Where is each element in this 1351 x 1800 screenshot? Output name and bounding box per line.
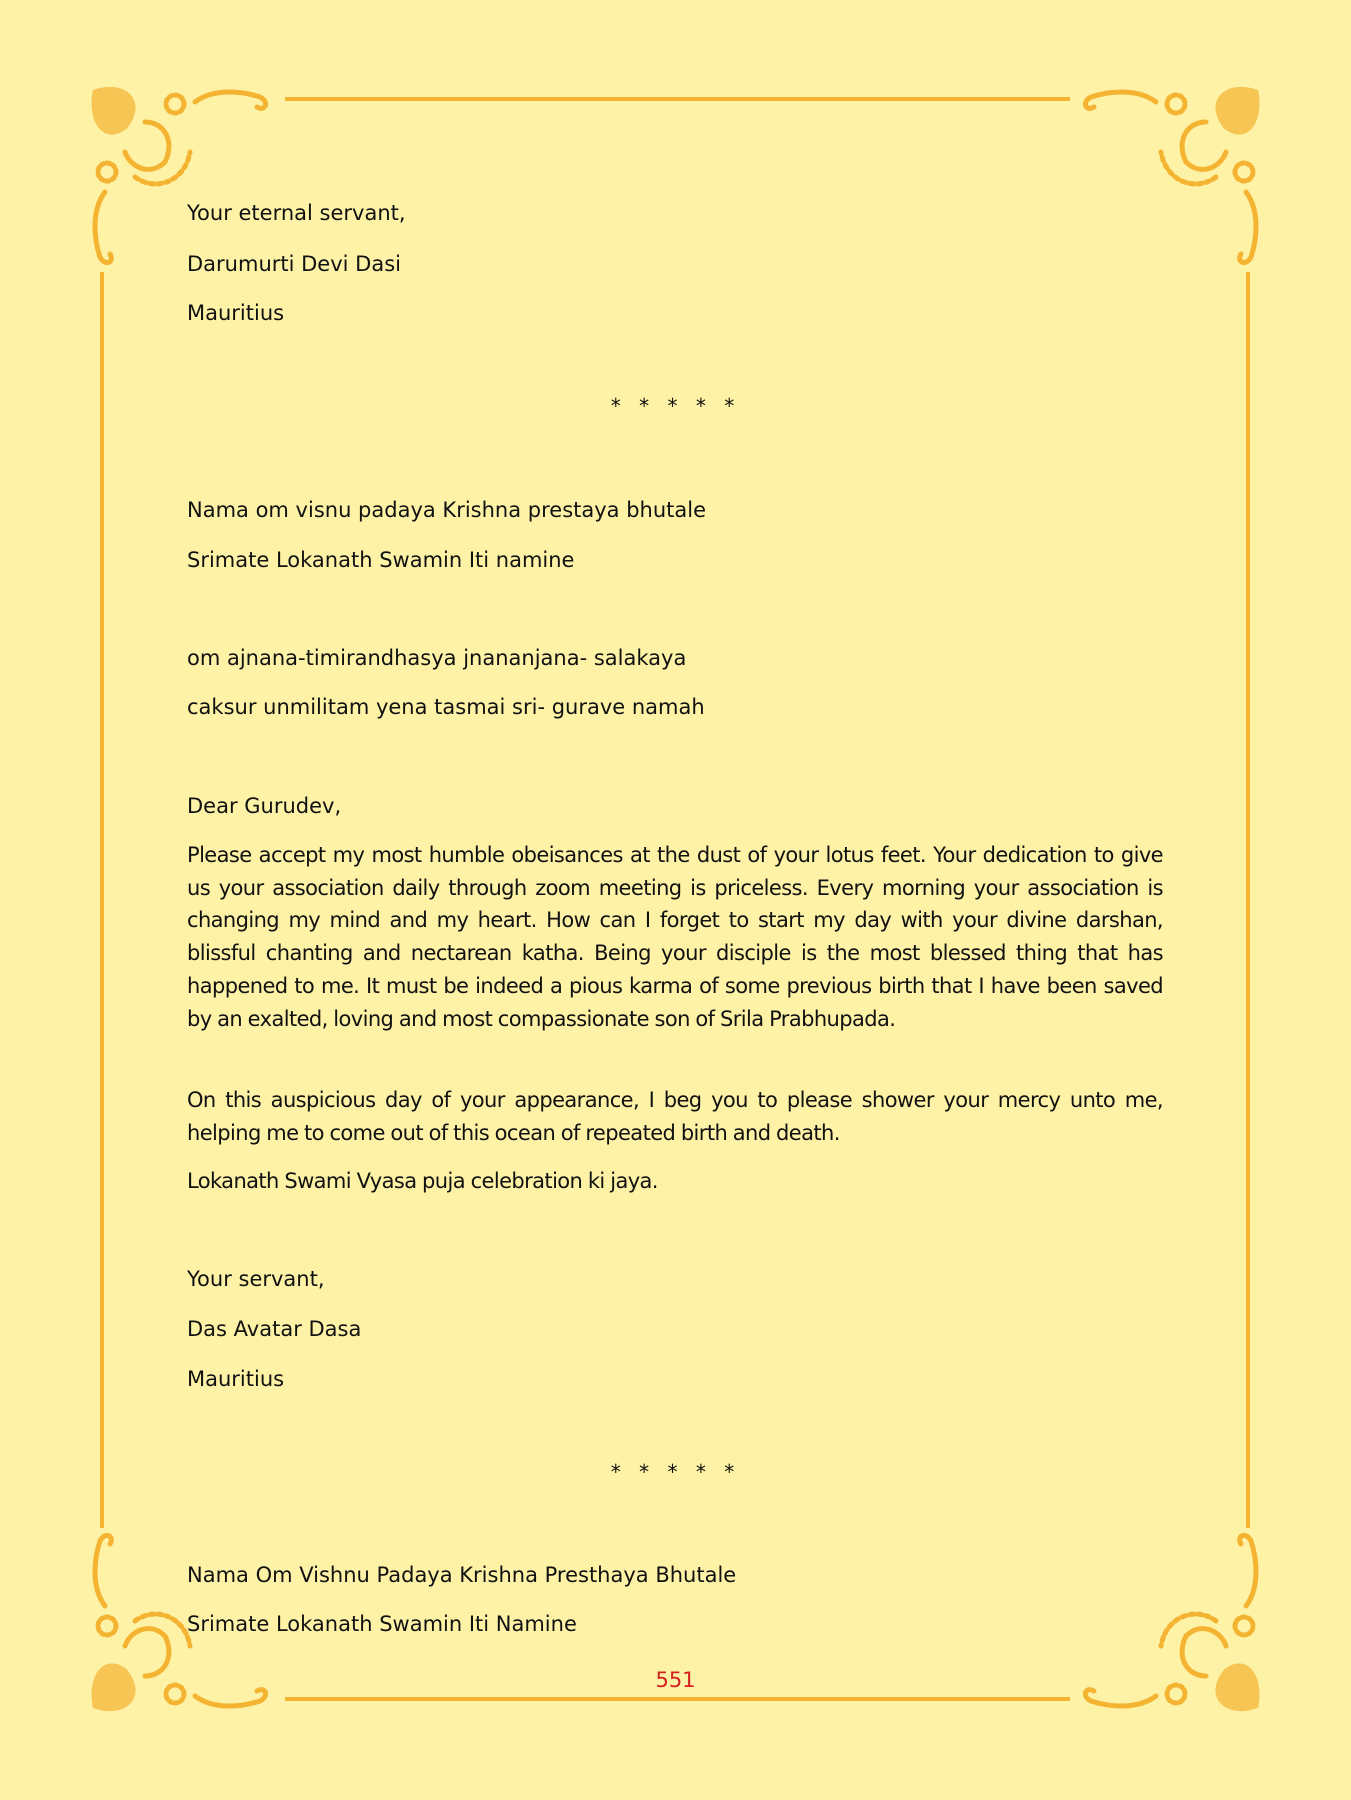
prayer-line: om ajnana-timirandhasya jnananjana- salakaya (187, 646, 687, 670)
prayer-line: Nama Om Vishnu Padaya Krishna Presthaya Bhutale (187, 1563, 737, 1587)
letter-paragraph: On this auspicious day of your appearance, I beg you to please shower your mercy unto me, helping me to come out of this ocean of repeated birth and death. (187, 1088, 1163, 1145)
signature-place: Mauritius (187, 1367, 285, 1391)
prayer-line: Srimate Lokanath Swamin Iti Namine (187, 1612, 577, 1636)
prayer-line: Nama om visnu padaya Krishna prestaya bhutale (187, 498, 707, 522)
section-separator: * * * * * (610, 394, 741, 418)
signature-closing: Your eternal servant, (187, 201, 406, 225)
signature-closing: Your servant, (187, 1267, 325, 1291)
border-bottom (285, 1697, 1070, 1701)
page-number: 551 (655, 1668, 696, 1692)
prayer-line: caksur unmilitam yena tasmai sri- gurave namah (187, 695, 705, 719)
corner-ornament-icon (1076, 82, 1266, 272)
signature-name: Das Avatar Dasa (187, 1317, 362, 1341)
corner-ornament-icon (85, 82, 275, 272)
border-left (100, 272, 104, 1528)
letter-paragraph: Lokanath Swami Vyasa puja celebration ki jaya. (187, 1169, 658, 1193)
letter-paragraph: Please accept my most humble obeisances at the dust of your lotus feet. Your dedication to give us your association daily through zoom meeting is priceless. Every morning your association is changing my mind and my heart. How can I forget to start my day with your divine darshan, blissful chanting and nectarean katha. Being your disciple is the most blessed thing that has happened to me. It must be indeed a pious karma of some previous birth that I have been saved by an exalted, loving and most compassionate son of Srila Prabhupada. (187, 843, 1163, 1031)
section-separator: * * * * * (610, 1460, 741, 1484)
border-top (285, 97, 1070, 101)
prayer-line: Srimate Lokanath Swamin Iti namine (187, 548, 575, 572)
signature-place: Mauritius (187, 301, 285, 325)
letter-salutation: Dear Gurudev, (187, 794, 342, 818)
border-right (1246, 272, 1250, 1528)
signature-name: Darumurti Devi Dasi (187, 252, 401, 276)
